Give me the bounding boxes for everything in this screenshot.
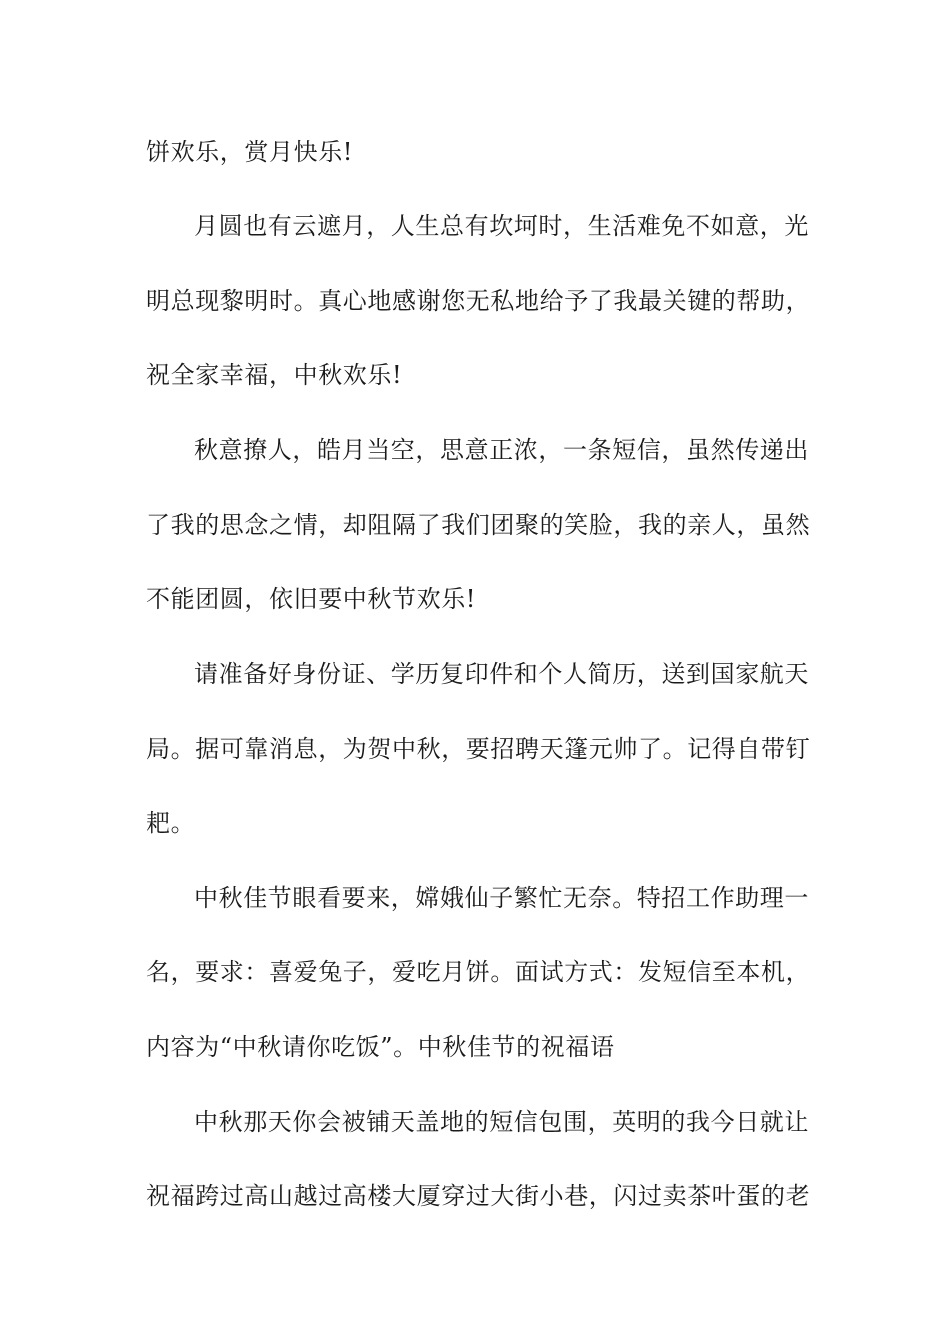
text-line: 饼欢乐，赏月快乐! [146,138,354,166]
paragraph-start-line: 中秋那天你会被铺天盖地的短信包围，英明的我今日就让 [194,1108,809,1136]
text-line: 明总现黎明时。真心地感谢您无私地给予了我最关键的帮助， [146,287,811,315]
text-line: 祝福跨过高山越过高楼大厦穿过大街小巷，闪过卖茶叶蛋的老 [146,1182,811,1210]
text-line: 内容为“中秋请你吃饭”。中秋佳节的祝福语 [146,1033,615,1061]
text-line: 耙。 [146,809,196,837]
text-line: 不能团圆，依旧要中秋节欢乐! [146,585,477,613]
text-line: 祝全家幸福，中秋欢乐! [146,361,403,389]
paragraph-start-line: 中秋佳节眼看要来，嫦娥仙子繁忙无奈。特招工作助理一 [194,884,809,912]
paragraph-start-line: 请准备好身份证、学历复印件和个人简历，送到国家航天 [194,660,809,688]
text-line: 了我的思念之情，却阻隔了我们团聚的笑脸，我的亲人，虽然 [146,511,811,539]
text-line: 局。据可靠消息，为贺中秋，要招聘天篷元帅了。记得自带钉 [146,735,811,763]
paragraph-start-line: 月圆也有云遮月，人生总有坎坷时，生活难免不如意，光 [194,212,809,240]
text-line: 名，要求：喜爱兔子，爱吃月饼。面试方式：发短信至本机， [146,958,811,986]
paragraph-start-line: 秋意撩人，皓月当空，思意正浓，一条短信，虽然传递出 [194,436,809,464]
